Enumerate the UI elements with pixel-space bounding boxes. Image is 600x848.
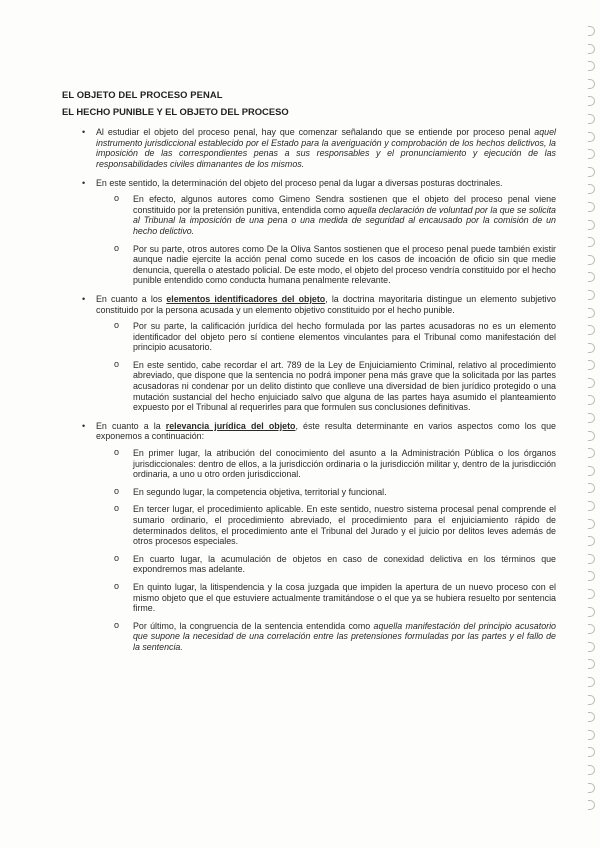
circle-bullet-icon: o [114,503,120,514]
paragraph-text: En este sentido, cabe recordar el art. 789 de la Ley de Enjuiciamiento Criminal, relativo al procedimiento abreviado, que dispone que la sentencia no podrá imponer pena más grave que la solicitada por las partes acusadoras ni condenar por un delito distinto que conlleve una diversidad de bien jurídico protegido o una mutación sustancial del hecho enjuiciado salvo que alguna de las partes haya asumido el planteamiento expuesto por el Tribunal al requerirles para que formulen sus conclusiones definitivas. [133,359,556,413]
circle-bullet-icon: o [114,447,120,458]
page-title: EL OBJETO DEL PROCESO PENAL [62,89,223,100]
circle-bullet-icon: o [114,485,120,496]
paragraph-text: En este sentido, la determinación del objeto del proceso penal da lugar a diversas posturas doctrinales. [96,177,503,188]
bullet-dot-icon: • [82,127,86,138]
paragraph-bold-underlined: elementos identificadores del objeto [166,293,326,304]
bullet-item-doctrine [62,178,556,286]
paragraph-text: En quinto lugar, la litispendencia y la cosa juzgada que impiden la apertura de un nuevo proceso con el mismo objeto que el que estuviere actualmente tramitándose o el que ya se hubiera resuelto por sentencia firme. [133,581,556,614]
sub-item-last [96,621,556,653]
sub-item-second [96,487,556,498]
paragraph-italic: aquella manifestación del principio acusatorio que supone la necesidad de una correlación entre las pretensiones formuladas por las partes y el fallo de la sentencia. [133,620,556,652]
circle-bullet-icon: o [114,580,120,591]
sub-item-article-789 [96,360,556,413]
page-subtitle: EL HECHO PUNIBLE Y EL OBJETO DEL PROCESO [62,105,289,117]
paragraph-text: Por último, la congruencia de la sentencia entendida como [133,620,374,631]
document-content [62,90,556,661]
circle-bullet-icon: o [114,552,120,563]
paragraph-text: En segundo lugar, la competencia objetiva, territorial y funcional. [133,486,387,497]
sub-item-fifth [96,582,556,614]
bullet-item-identifying-elements [62,294,556,413]
sub-bullet-list [96,321,556,413]
circle-bullet-icon: o [114,242,120,253]
paragraph-text: En cuanto a los [96,293,167,304]
paragraph-text: Por su parte, otros autores como De la Oliva Santos sostienen que el proceso penal puede también existir aunque nadie ejercite la acción penal como sucede en los casos de incoación de oficio sin que medie denuncia, querella o atestado policial. De este modo, el objeto del proceso vendría constituido por el hecho punible entendido como conducta humana penalmente relevante. [133,243,556,286]
circle-bullet-icon: o [114,320,120,331]
sub-item-legal-qualification [96,321,556,353]
bullet-dot-icon: • [82,293,86,304]
sub-item-fourth [96,554,556,575]
paragraph-italic: aquella declaración de voluntad por la que se solicita al Tribunal la imposición de una pena o una medida de seguridad al encausado por la comisión de un hecho delictivo. [133,204,556,236]
sub-item-de-la-oliva [96,244,556,286]
sub-item-third [96,504,556,546]
sub-bullet-list [96,194,556,286]
paragraph-text: Por su parte, la calificación jurídica del hecho formulada por las partes acusadoras no es un elemento identificador del objeto pero sí contiene elementos vinculantes para el Tribunal como manifestación del principio acusatorio. [133,321,556,353]
paragraph-text: En cuanto a la [96,420,166,431]
paragraph-text: Al estudiar el objeto del proceso penal, hay que comenzar señalando que se entiende por proceso penal [96,127,535,138]
paragraph-bold-underlined: relevancia jurídica del objeto [165,420,296,431]
paragraph-text: , éste resulta determinante en varios aspectos como los que exponemos a continuación: [96,420,556,442]
bullet-dot-icon: • [82,420,86,431]
circle-bullet-icon: o [114,193,120,204]
circle-bullet-icon: o [114,358,120,369]
paragraph-text: En tercer lugar, el procedimiento aplicable. En este sentido, nuestro sistema procesal penal comprende el sumario ordinario, el procedimiento abreviado, el procedimiento para el enjuiciamiento rápido de determinados delitos, el procedimiento ante el Tribunal del Jurado y el juicio por delitos leves además de otros procesos especiales. [133,504,556,547]
main-bullet-list [62,127,556,652]
bullet-item-definition [62,127,556,169]
bullet-dot-icon: • [82,177,86,188]
paragraph-italic: aquel instrumento jurisdiccional establecido por el Estado para la averiguación y comprobación de los hechos delictivos, la imposición de las correspondientes penas a sus responsables y el pronunciamiento y ejecución de las responsabilidades civiles dimanantes de los mismos. [96,127,556,169]
sub-item-first [96,448,556,480]
paragraph-text: En efecto, algunos autores como Gimeno Sendra sostienen que el objeto del proceso penal viene constituido por la pretensión punitiva, entendida como [133,194,556,215]
sub-bullet-list [96,448,556,653]
sub-item-gimeno-sendra [96,194,556,236]
binder-ring-holes [588,26,598,818]
paragraph-text: , la doctrina mayoritaria distingue un elemento subjetivo constituido por la persona acusada y un elemento objetivo constituido por el hecho punible. [96,293,556,315]
bullet-item-legal-relevance [62,421,556,653]
paragraph-text: En primer lugar, la atribución del conocimiento del asunto a la Administración Pública o los órganos jurisdiccionales: dentro de ellos, a la jurisdicción ordinaria o la jurisdicción militar y, dentro de la jurisdicción ordinaria, a uno u otro orden jurisdiccional. [133,448,556,480]
paragraph-text: En cuarto lugar, la acumulación de objetos en caso de conexidad delictiva en los términos que expondremos mas adelante. [133,553,556,575]
circle-bullet-icon: o [114,619,120,630]
